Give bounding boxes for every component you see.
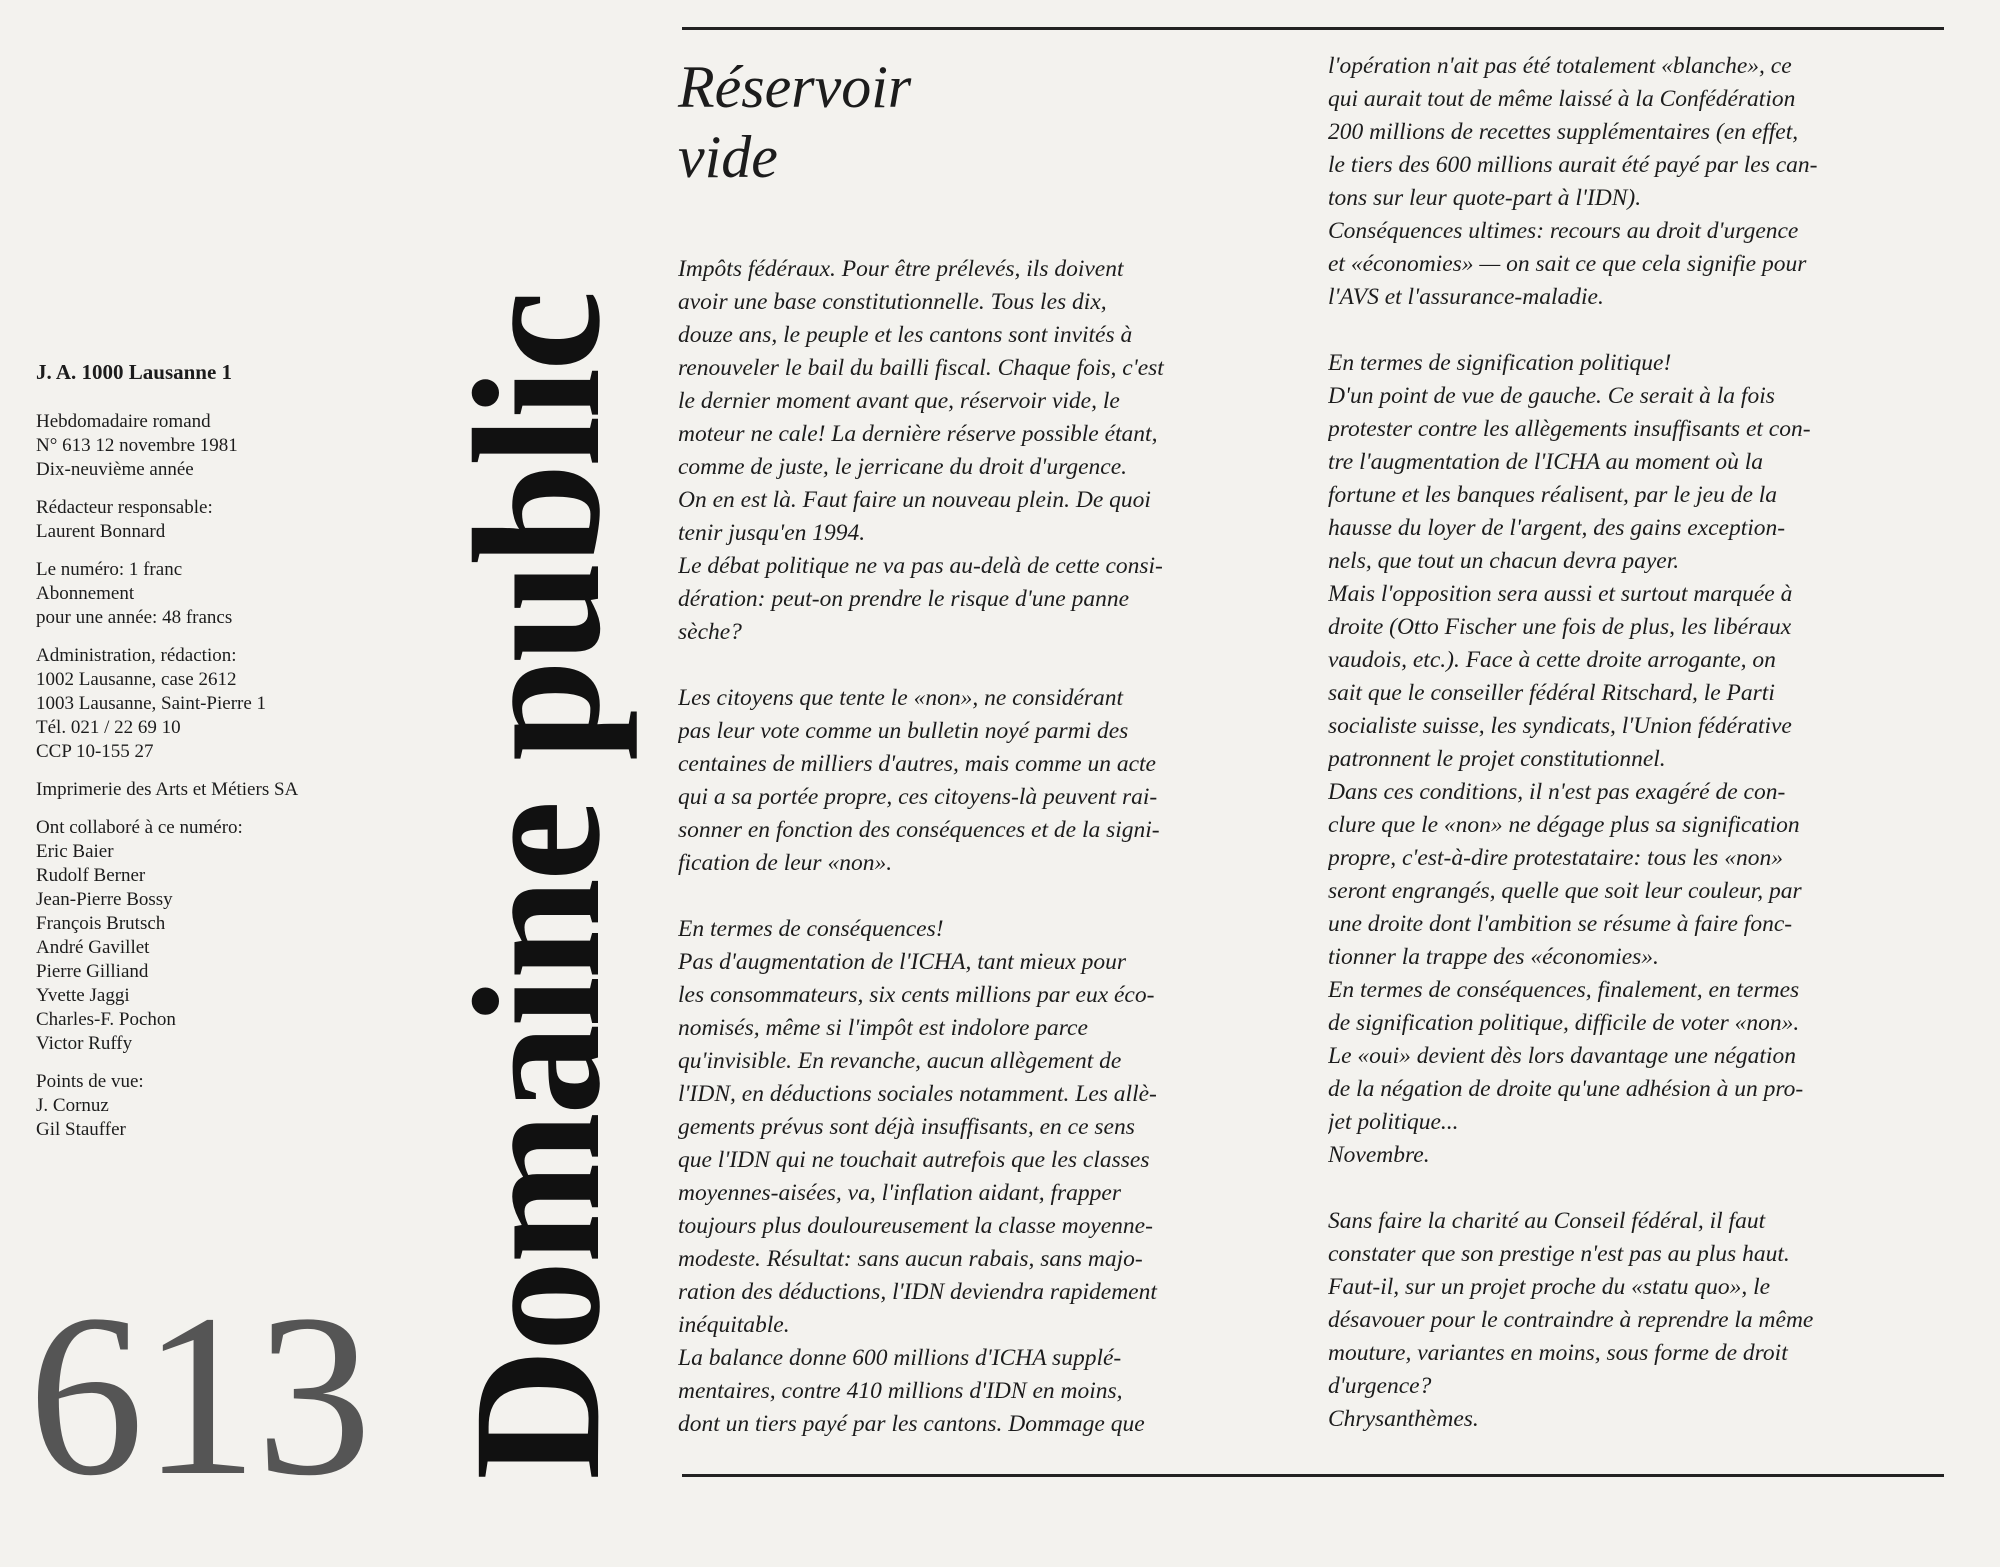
text-line: vaudois, etc.). Face à cette droite arrogante, on — [1328, 647, 1776, 673]
text-line: mouture, variantes en moins, sous forme de droit — [1328, 1340, 1788, 1366]
colophon-line: CCP 10-155 27 — [36, 741, 154, 762]
text-line: tre l'augmentation de l'ICHA au moment où la — [1328, 449, 1763, 475]
colophon-block — [36, 816, 396, 1056]
text-line: tons sur leur quote-part à l'IDN). — [1328, 185, 1642, 211]
text-line: que l'IDN qui ne touchait autrefois que les classes — [678, 1147, 1150, 1173]
text-line: Les citoyens que tente le «non», ne considérant — [678, 685, 1124, 711]
colophon-line: Jean-Pierre Bossy — [36, 889, 173, 910]
colophon-blocks — [36, 410, 396, 1142]
text-line: qui a sa portée propre, ces citoyens-là peuvent rai- — [678, 784, 1158, 810]
paragraph-gap — [678, 880, 1290, 913]
article-title — [678, 52, 911, 192]
colophon-block — [36, 1070, 396, 1142]
colophon-line: 1002 Lausanne, case 2612 — [36, 669, 237, 690]
text-line: clure que le «non» ne dégage plus sa signification — [1328, 812, 1800, 838]
text-line: pas leur vote comme un bulletin noyé parmi des — [678, 718, 1129, 744]
text-line: En termes de conséquences, finalement, en termes — [1328, 977, 1800, 1003]
colophon-line: Victor Ruffy — [36, 1033, 133, 1054]
text-line: le dernier moment avant que, réservoir vide, le — [678, 388, 1120, 414]
text-line: comme de juste, le jerricane du droit d'urgence. — [678, 454, 1128, 480]
article-title-line: vide — [678, 124, 778, 190]
article-title-line: Réservoir — [678, 54, 912, 120]
colophon-line: Pierre Gilliand — [36, 961, 149, 982]
colophon-line: N° 613 12 novembre 1981 — [36, 435, 238, 456]
text-line: protester contre les allègements insuffisants et con- — [1328, 416, 1811, 442]
colophon-line: pour une année: 48 francs — [36, 607, 233, 628]
text-line: nels, que tout un chacun devra payer. — [1328, 548, 1680, 574]
text-line: l'AVS et l'assurance-maladie. — [1328, 284, 1604, 310]
text-line: La balance donne 600 millions d'ICHA supplé- — [678, 1345, 1122, 1371]
text-line: droite (Otto Fischer une fois de plus, les libéraux — [1328, 614, 1792, 640]
colophon-line: Eric Baier — [36, 841, 114, 862]
text-line: sèche? — [678, 619, 742, 645]
colophon-line: Imprimerie des Arts et Métiers SA — [36, 779, 299, 800]
text-line: Conséquences ultimes: recours au droit d'urgence — [1328, 218, 1799, 244]
text-line: Impôts fédéraux. Pour être prélevés, ils doivent — [678, 256, 1124, 282]
colophon-line: Tél. 021 / 22 69 10 — [36, 717, 181, 738]
text-line: Le «oui» devient dès lors davantage une négation — [1328, 1043, 1796, 1069]
text-line: socialiste suisse, les syndicats, l'Union fédérative — [1328, 713, 1792, 739]
colophon-line: Le numéro: 1 franc — [36, 559, 183, 580]
text-line: propre, c'est-à-dire protestataire: tous les «non» — [1328, 845, 1783, 871]
text-line: désavouer pour le contraindre à reprendre la même — [1328, 1307, 1814, 1333]
text-line: Pas d'augmentation de l'ICHA, tant mieux pour — [678, 949, 1127, 975]
text-line: ration des déductions, l'IDN deviendra rapidement — [678, 1279, 1157, 1305]
text-line: douze ans, le peuple et les cantons sont invités à — [678, 322, 1133, 348]
issue-number: 613 — [28, 1267, 370, 1524]
colophon-line: Points de vue: — [36, 1071, 144, 1092]
text-line: constater que son prestige n'est pas au plus haut. — [1328, 1241, 1790, 1267]
text-line: Dans ces conditions, il n'est pas exagéré de con- — [1328, 779, 1786, 805]
article-column-1 — [678, 253, 1290, 1441]
colophon-block — [36, 644, 396, 764]
text-line: Chrysanthèmes. — [1328, 1406, 1479, 1432]
top-rule — [682, 27, 1944, 30]
colophon-line: Abonnement — [36, 583, 135, 604]
text-line: qu'invisible. En revanche, aucun allègement de — [678, 1048, 1122, 1074]
colophon-block — [36, 558, 396, 630]
text-line: Novembre. — [1328, 1142, 1430, 1168]
text-line: fortune et les banques réalisent, par le jeu de la — [1328, 482, 1778, 508]
colophon-line: Ont collaboré à ce numéro: — [36, 817, 243, 838]
colophon-block — [36, 496, 396, 544]
text-line: dont un tiers payé par les cantons. Dommage que — [678, 1411, 1145, 1437]
text-line: 200 millions de recettes supplémentaires (en effet, — [1328, 119, 1799, 145]
paragraph-gap — [1328, 1172, 1945, 1205]
text-line: Mais l'opposition sera aussi et surtout marquée à — [1328, 581, 1793, 607]
text-line: une droite dont l'ambition se résume à faire fonc- — [1328, 911, 1793, 937]
text-line: moyennes-aisées, va, l'inflation aidant, frapper — [678, 1180, 1121, 1206]
text-line: les consommateurs, six cents millions par eux éco- — [678, 982, 1155, 1008]
paragraph-gap — [1328, 314, 1945, 347]
colophon-line: Administration, rédaction: — [36, 645, 237, 666]
text-line: patronnent le projet constitutionnel. — [1328, 746, 1666, 772]
colophon-line: Yvette Jaggi — [36, 985, 130, 1006]
colophon-line: François Brutsch — [36, 913, 166, 934]
masthead: Domaine public — [437, 293, 638, 1480]
colophon-line: Laurent Bonnard — [36, 521, 166, 542]
colophon-line: Charles-F. Pochon — [36, 1009, 176, 1030]
colophon-block — [36, 778, 396, 802]
colophon-line: André Gavillet — [36, 937, 150, 958]
text-line: seront engrangés, quelle que soit leur couleur, par — [1328, 878, 1802, 904]
colophon-line: Gil Stauffer — [36, 1119, 126, 1140]
article-column-2 — [1328, 50, 1945, 1436]
text-line: centaines de milliers d'autres, mais comme un acte — [678, 751, 1156, 777]
text-line: D'un point de vue de gauche. Ce serait à la fois — [1328, 383, 1775, 409]
text-line: le tiers des 600 millions aurait été payé par les can- — [1328, 152, 1818, 178]
colophon-block — [36, 410, 396, 482]
colophon-line: 1003 Lausanne, Saint-Pierre 1 — [36, 693, 267, 714]
text-line: tionner la trappe des «économies». — [1328, 944, 1659, 970]
text-line: de signification politique, difficile de voter «non». — [1328, 1010, 1800, 1036]
colophon-line: Rédacteur responsable: — [36, 497, 213, 518]
text-line: fication de leur «non». — [678, 850, 893, 876]
text-line: modeste. Résultat: sans aucun rabais, sans majo- — [678, 1246, 1143, 1272]
text-line: Le débat politique ne va pas au-delà de cette consi- — [678, 553, 1163, 579]
text-line: renouveler le bail du bailli fiscal. Chaque fois, c'est — [678, 355, 1164, 381]
colophon — [36, 360, 396, 1156]
text-line: gements prévus sont déjà insuffisants, en ce sens — [678, 1114, 1135, 1140]
text-line: sonner en fonction des conséquences et de la signi- — [678, 817, 1160, 843]
text-line: moteur ne cale! La dernière réserve possible étant, — [678, 421, 1158, 447]
text-line: l'opération n'ait pas été totalement «blanche», ce — [1328, 53, 1792, 79]
text-line: qui aurait tout de même laissé à la Confédération — [1328, 86, 1796, 112]
text-line: tenir jusqu'en 1994. — [678, 520, 866, 546]
text-line: avoir une base constitutionnelle. Tous les dix, — [678, 289, 1107, 315]
text-line: et «économies» — on sait ce que cela signifie pour — [1328, 251, 1807, 277]
text-line: En termes de signification politique! — [1328, 350, 1672, 376]
text-line: Sans faire la charité au Conseil fédéral, il faut — [1328, 1208, 1766, 1234]
text-line: toujours plus douloureusement la classe moyenne- — [678, 1213, 1153, 1239]
text-line: On en est là. Faut faire un nouveau plein. De quoi — [678, 487, 1151, 513]
bottom-rule — [682, 1474, 1944, 1477]
text-line: En termes de conséquences! — [678, 916, 944, 942]
paragraph-gap — [678, 649, 1290, 682]
colophon-line: Dix-neuvième année — [36, 459, 194, 480]
colophon-line: Rudolf Berner — [36, 865, 146, 886]
postal-line: J. A. 1000 Lausanne 1 — [36, 360, 233, 384]
text-line: inéquitable. — [678, 1312, 790, 1338]
text-line: nomisés, même si l'impôt est indolore parce — [678, 1015, 1088, 1041]
text-line: Faut-il, sur un projet proche du «statu quo», le — [1328, 1274, 1771, 1300]
text-line: jet politique... — [1328, 1109, 1459, 1135]
text-line: hausse du loyer de l'argent, des gains exception- — [1328, 515, 1786, 541]
colophon-line: Hebdomadaire romand — [36, 411, 211, 432]
text-line: dération: peut-on prendre le risque d'une panne — [678, 586, 1129, 612]
text-line: mentaires, contre 410 millions d'IDN en moins, — [678, 1378, 1123, 1404]
text-line: l'IDN, en déductions sociales notamment. Les allè- — [678, 1081, 1157, 1107]
text-line: sait que le conseiller fédéral Ritschard, le Parti — [1328, 680, 1775, 706]
colophon-line: J. Cornuz — [36, 1095, 109, 1116]
text-line: d'urgence? — [1328, 1373, 1432, 1399]
text-line: de la négation de droite qu'une adhésion à un pro- — [1328, 1076, 1804, 1102]
